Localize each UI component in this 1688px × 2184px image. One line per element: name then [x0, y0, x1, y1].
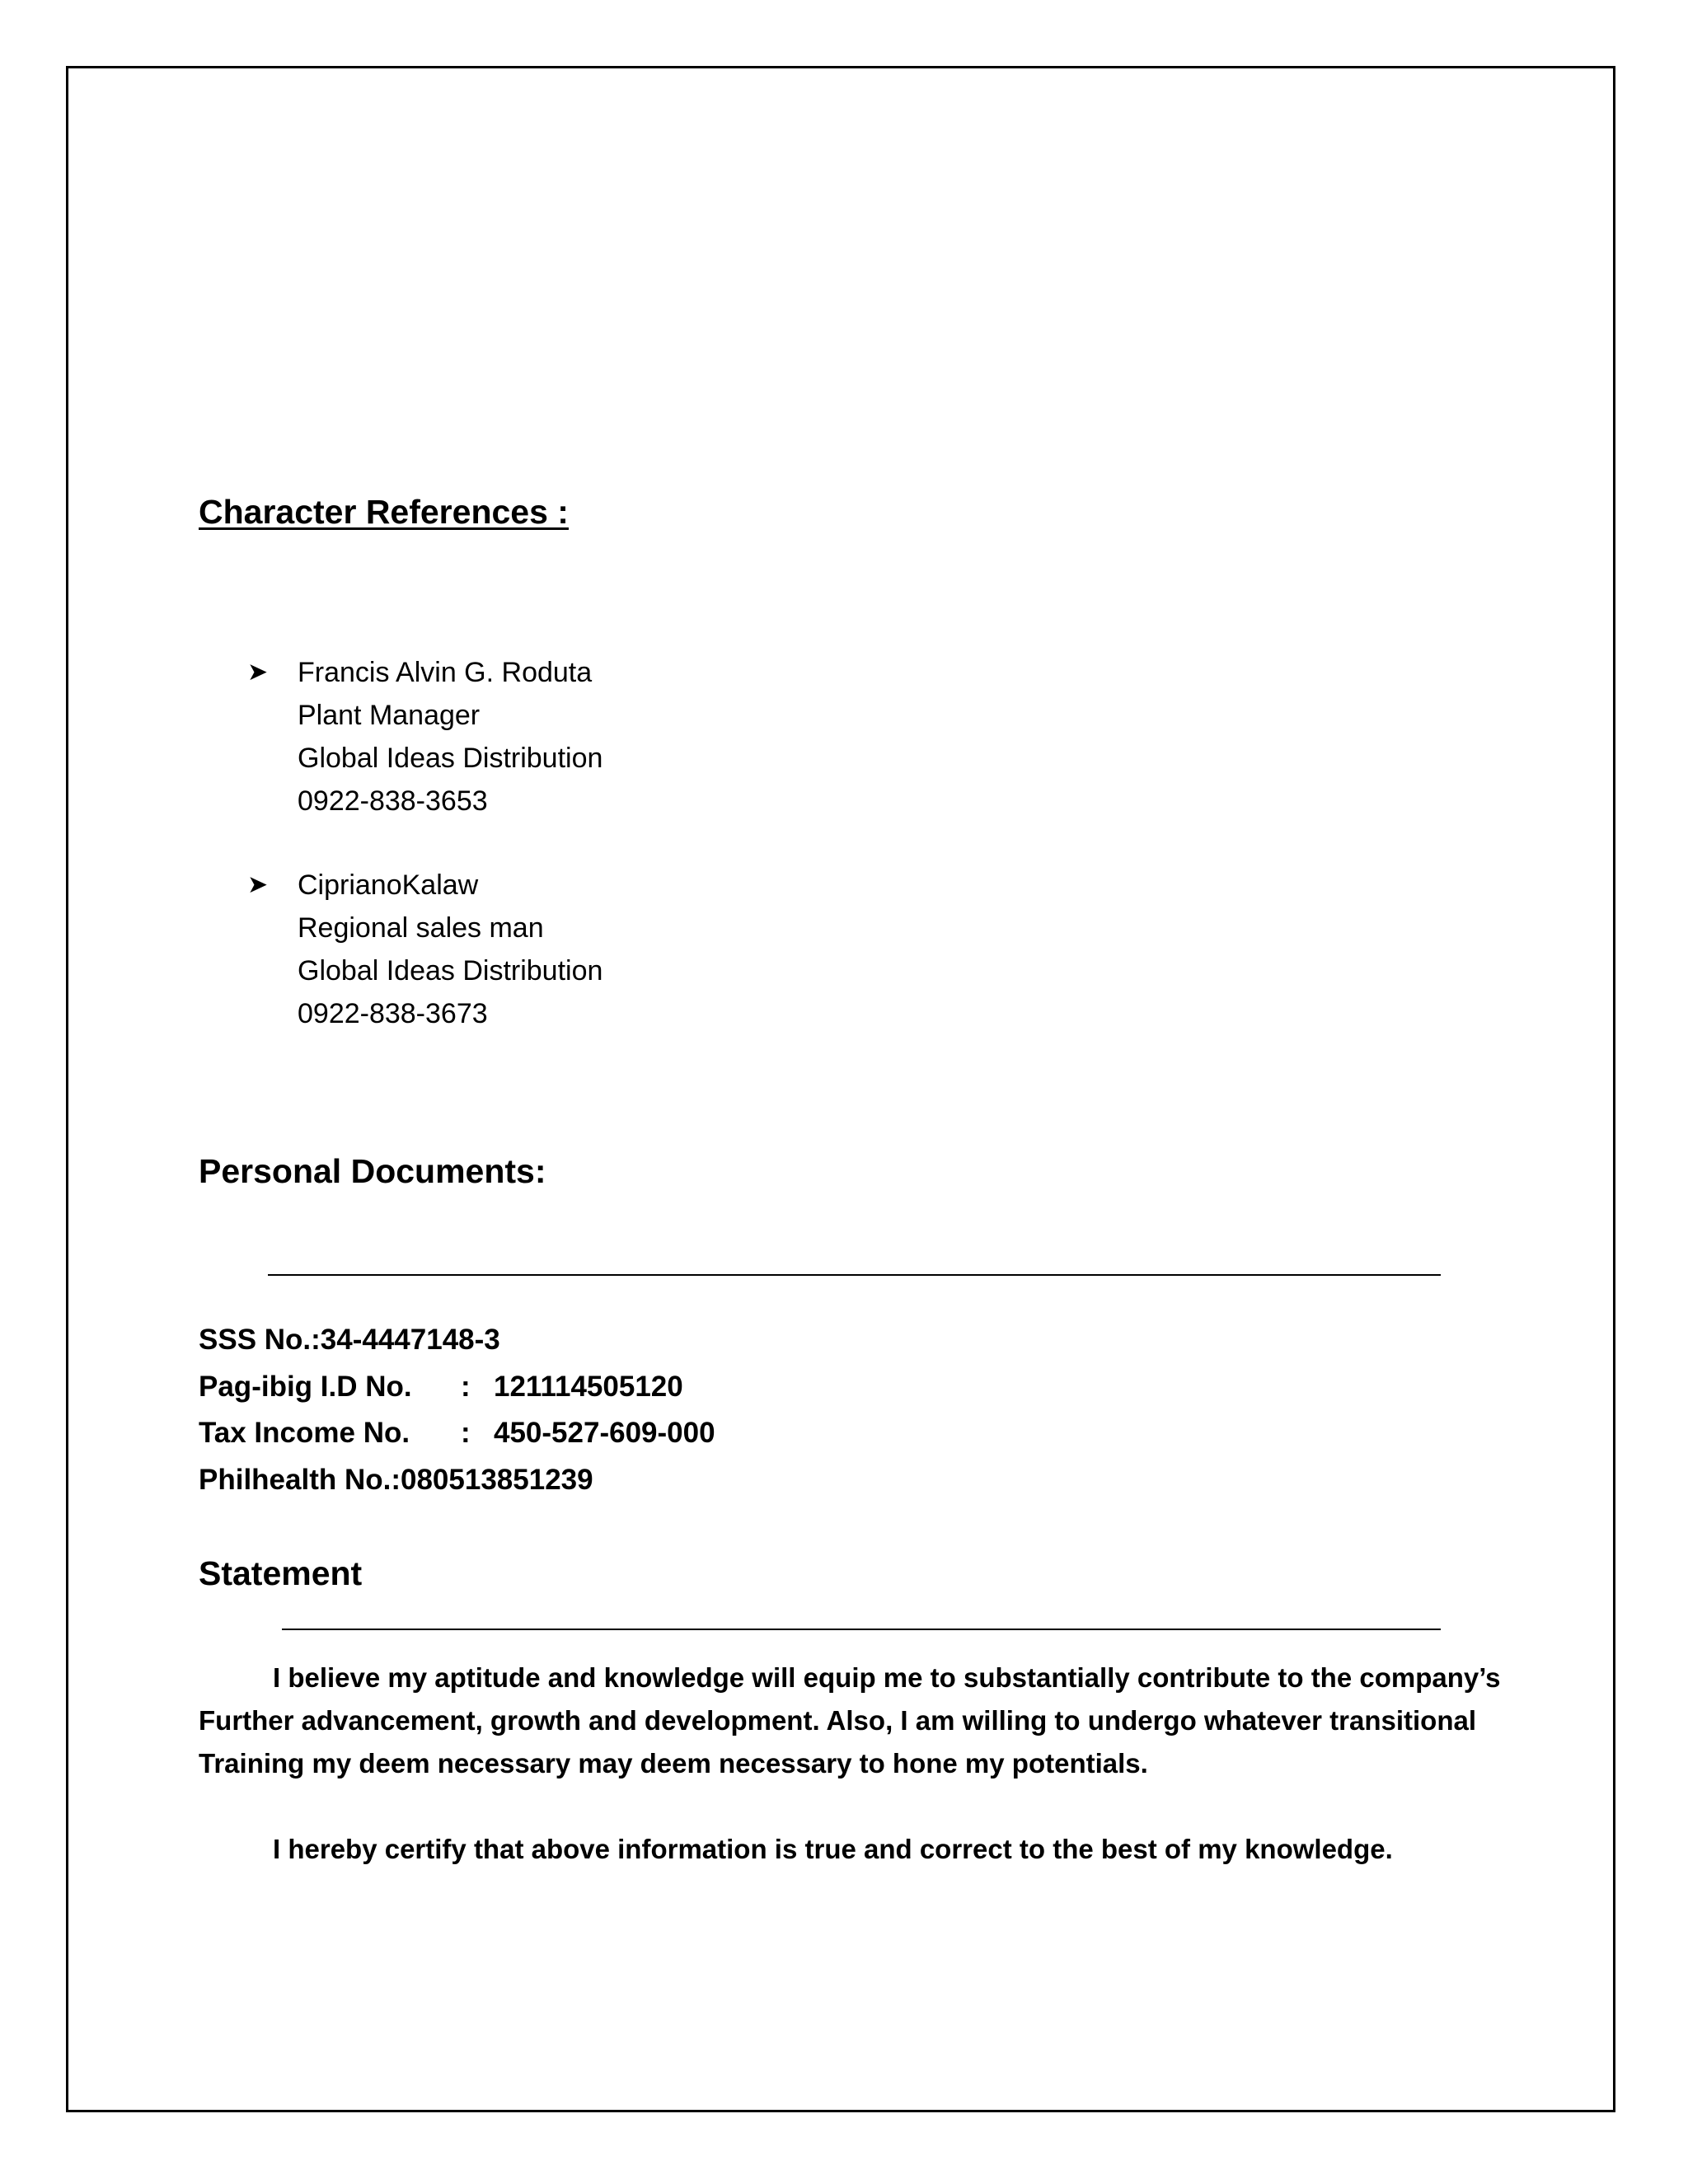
pagibig-value: 121114505120 [494, 1371, 683, 1403]
statement-line: Further advancement, growth and development. Also, I am willing to undergo whatever transitional [199, 1705, 1477, 1736]
reference-company: Global Ideas Distribution [298, 955, 603, 987]
arrowhead-bullet-icon: ➤ [247, 871, 269, 898]
reference-phone: 0922-838-3653 [298, 785, 488, 817]
sss-text: SSS No.:34-4447148-3 [199, 1324, 500, 1356]
reference-name: Francis Alvin G. Roduta [298, 657, 593, 688]
divider-line [268, 1274, 1441, 1276]
reference-phone: 0922-838-3673 [298, 998, 488, 1029]
tax-income-number [199, 1410, 715, 1456]
philhealth-number [199, 1457, 593, 1503]
reference-name: CiprianoKalaw [298, 869, 479, 901]
statement-heading: Statement [199, 1554, 363, 1592]
sss-number [199, 1317, 500, 1363]
certification-line: I hereby certify that above information is true and correct to the best of my knowledge. [273, 1834, 1393, 1864]
pagibig-label: Pag-ibig I.D No. [199, 1371, 412, 1403]
page-border [66, 66, 1615, 2112]
statement-line: Training my deem necessary may deem necessary to hone my potentials. [199, 1748, 1148, 1779]
arrowhead-bullet-icon: ➤ [247, 658, 269, 686]
tax-value: 450-527-609-000 [494, 1417, 715, 1449]
reference-position: Plant Manager [298, 700, 481, 731]
statement-paragraph [199, 1657, 1501, 1785]
tax-colon: : [461, 1417, 471, 1449]
pagibig-number [199, 1364, 683, 1410]
pagibig-colon: : [461, 1371, 471, 1403]
tax-label: Tax Income No. [199, 1417, 410, 1449]
character-references-heading: Character References : [199, 493, 569, 531]
reference-company: Global Ideas Distribution [298, 743, 603, 774]
personal-documents-heading: Personal Documents: [199, 1152, 546, 1190]
certification-paragraph [199, 1828, 1501, 1871]
reference-position: Regional sales man [298, 912, 544, 944]
philhealth-text: Philhealth No.:080513851239 [199, 1464, 593, 1496]
divider-line [282, 1629, 1441, 1630]
statement-line: I believe my aptitude and knowledge will equip me to substantially contribute to the company’s [273, 1662, 1501, 1693]
